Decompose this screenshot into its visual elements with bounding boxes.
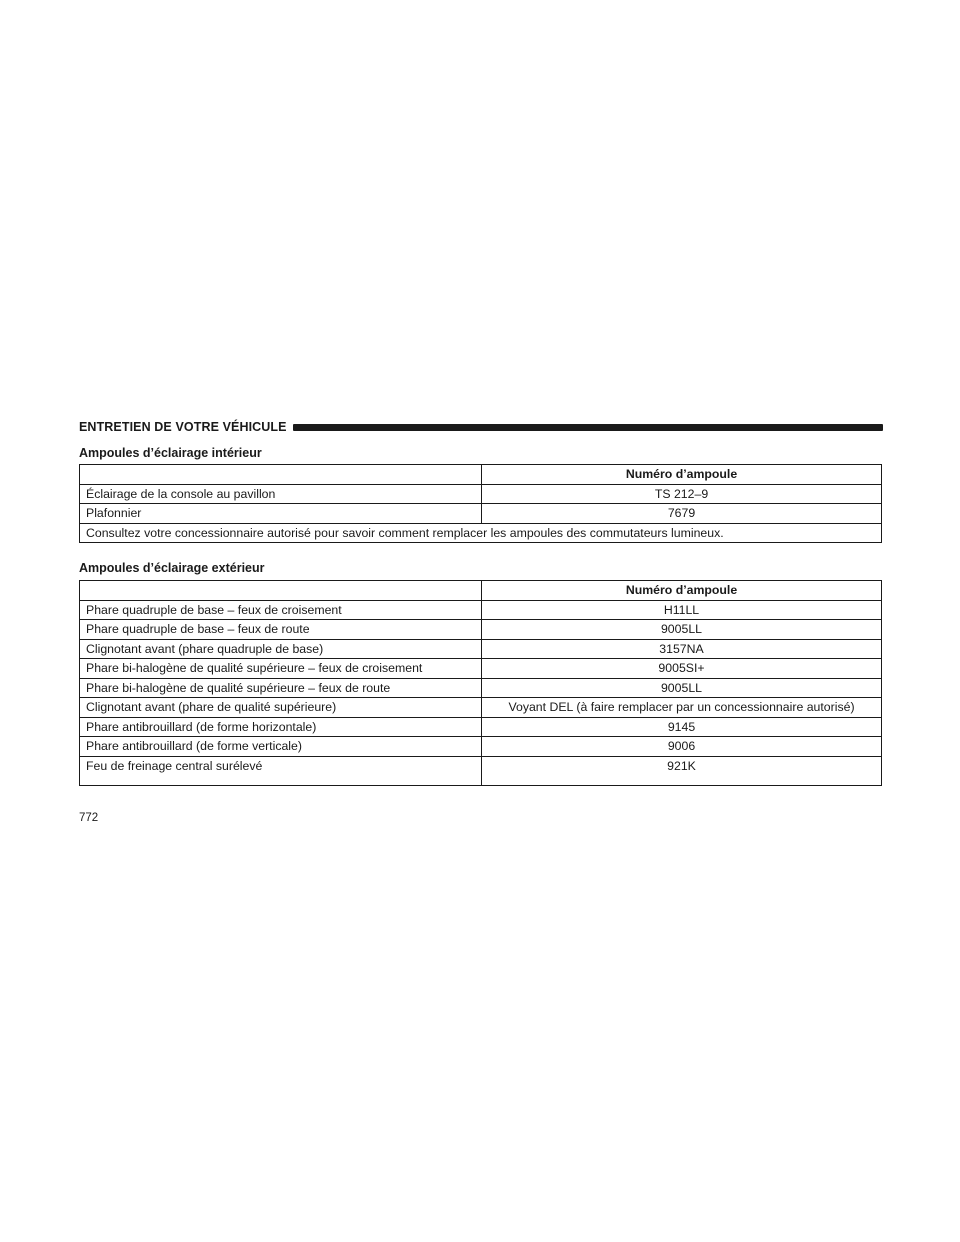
table-row [80, 717, 882, 737]
bulb-location: Clignotant avant (phare quadruple de base) [80, 639, 482, 659]
table-header-row [80, 465, 882, 485]
table-row [80, 678, 882, 698]
bulb-number: 9145 [482, 717, 882, 737]
table-row [80, 620, 882, 640]
page-number: 772 [79, 812, 99, 824]
bulb-location: Phare bi-halogène de qualité supérieure – feux de route [80, 678, 482, 698]
bulb-location: Clignotant avant (phare de qualité supérieure) [80, 698, 482, 718]
bulb-location: Éclairage de la console au pavillon [80, 484, 482, 504]
bulb-location: Phare quadruple de base – feux de croisement [80, 600, 482, 620]
bulb-location: Phare antibrouillard (de forme verticale) [80, 737, 482, 757]
interior-bulbs-title: Ampoules d’éclairage intérieur [79, 446, 262, 460]
bulb-number: 9006 [482, 737, 882, 757]
bulb-number: 9005LL [482, 678, 882, 698]
table-row [80, 600, 882, 620]
section-header [79, 419, 883, 435]
table-row [80, 756, 882, 785]
exterior-bulbs-table [79, 580, 882, 786]
table-row [80, 659, 882, 679]
section-header-rule [293, 424, 883, 431]
section-header-title: ENTRETIEN DE VOTRE VÉHICULE [79, 420, 287, 434]
bulb-number: 921K [482, 756, 882, 785]
column-header: Numéro d’ampoule [482, 581, 882, 601]
table-header-empty [80, 465, 482, 485]
table-note: Consultez votre concessionnaire autorisé pour savoir comment remplacer les ampoules des commutateurs lumineux. [80, 523, 882, 543]
table-header-row [80, 581, 882, 601]
table-row [80, 484, 882, 504]
table-note-row [80, 523, 882, 543]
bulb-location: Phare bi-halogène de qualité supérieure – feux de croisement [80, 659, 482, 679]
bulb-number: 7679 [482, 504, 882, 524]
bulb-location: Phare quadruple de base – feux de route [80, 620, 482, 640]
bulb-number: 3157NA [482, 639, 882, 659]
table-row [80, 639, 882, 659]
column-header: Numéro d’ampoule [482, 465, 882, 485]
bulb-location: Phare antibrouillard (de forme horizontale) [80, 717, 482, 737]
table-row [80, 698, 882, 718]
table-row [80, 737, 882, 757]
bulb-number: 9005LL [482, 620, 882, 640]
bulb-location: Plafonnier [80, 504, 482, 524]
table-row [80, 504, 882, 524]
exterior-bulbs-title: Ampoules d’éclairage extérieur [79, 561, 265, 575]
bulb-number: 9005SI+ [482, 659, 882, 679]
bulb-location: Feu de freinage central surélevé [80, 756, 482, 785]
bulb-number: Voyant DEL (à faire remplacer par un concessionnaire autorisé) [482, 698, 882, 718]
table-header-empty [80, 581, 482, 601]
bulb-number: H11LL [482, 600, 882, 620]
interior-bulbs-table [79, 464, 882, 543]
bulb-number: TS 212–9 [482, 484, 882, 504]
